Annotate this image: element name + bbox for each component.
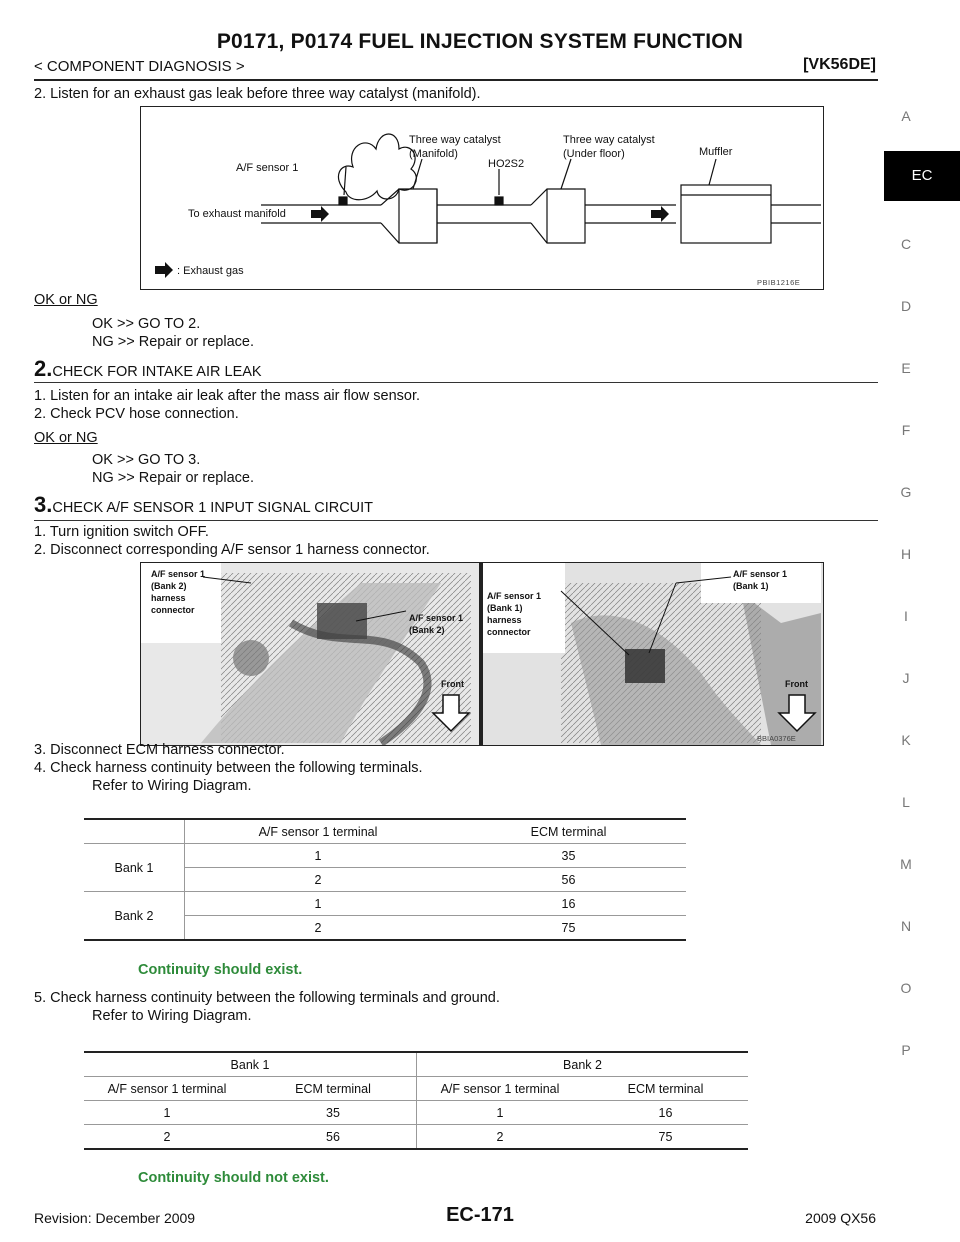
- step-3-line-3: 3. Disconnect ECM harness connector.: [34, 742, 285, 758]
- af-cell: 1: [185, 892, 452, 916]
- header-rule: [34, 79, 878, 81]
- step-2-title: CHECK FOR INTAKE AIR LEAK: [52, 364, 262, 380]
- label-left-1: A/F sensor 1: [151, 569, 206, 579]
- step-3-line-4: 4. Check harness continuity between the following terminals.: [34, 760, 423, 776]
- label-twc-manifold-2: (Manifold): [409, 148, 458, 160]
- table-row: [84, 1125, 748, 1150]
- step-2-ng: NG >> Repair or replace.: [92, 470, 254, 486]
- ecm-cell: 35: [451, 844, 686, 868]
- table-cell: 35: [250, 1101, 417, 1125]
- label-twc-under-2: (Under floor): [563, 148, 625, 160]
- af-cell: 2: [185, 916, 452, 941]
- ok-result: OK >> GO TO 2.: [92, 316, 201, 332]
- label-r-3: harness: [487, 615, 522, 625]
- index-letter-p[interactable]: P: [901, 1042, 911, 1058]
- step-3-number: 3.: [34, 492, 53, 517]
- ecm-cell: 75: [451, 916, 686, 941]
- index-letter-n[interactable]: N: [900, 918, 912, 934]
- figure-code: PBIB1216E: [757, 278, 801, 287]
- table-cell: 2: [417, 1125, 584, 1150]
- label-twc-under: Three way catalyst: [563, 134, 655, 146]
- header-af-bank-2: A/F sensor 1 terminal: [417, 1077, 584, 1101]
- continuity-should-exist: Continuity should exist.: [138, 962, 303, 978]
- instruction-line: 2. Listen for an exhaust gas leak before three way catalyst (manifold).: [34, 86, 481, 102]
- step-3-line-4b: Refer to Wiring Diagram.: [92, 778, 252, 794]
- exhaust-arrow-2: [651, 206, 669, 222]
- table-cell: 2: [84, 1125, 250, 1150]
- step-3-line-5b: Refer to Wiring Diagram.: [92, 1008, 252, 1024]
- step-2-rule: [34, 382, 878, 383]
- table-header-af: A/F sensor 1 terminal: [185, 819, 452, 844]
- ground-continuity-table: [84, 1051, 748, 1150]
- header-ecm-bank-2: ECM terminal: [583, 1077, 748, 1101]
- index-letter-a[interactable]: A: [901, 108, 911, 124]
- index-tab-ec[interactable]: EC: [884, 151, 960, 201]
- model-year: 2009 QX56: [805, 1210, 876, 1226]
- label-af-sensor: A/F sensor 1: [236, 162, 299, 174]
- label-twc-manifold: Three way catalyst: [409, 134, 501, 146]
- ng-result: NG >> Repair or replace.: [92, 334, 254, 350]
- table-header-ecm: ECM terminal: [530, 824, 607, 839]
- continuity-should-not-exist: Continuity should not exist.: [138, 1170, 329, 1186]
- exhaust-diagram: [140, 106, 824, 290]
- step-2-number: 2.: [34, 356, 53, 381]
- table-row: [84, 1101, 748, 1125]
- step-3-title: CHECK A/F SENSOR 1 INPUT SIGNAL CIRCUIT: [52, 500, 374, 516]
- bank-cell: Bank 1: [84, 844, 185, 892]
- step-2-heading: [34, 356, 262, 382]
- index-letter-i[interactable]: I: [904, 608, 908, 624]
- label-to-manifold: To exhaust manifold: [188, 208, 286, 220]
- label-ho2s2: HO2S2: [488, 158, 525, 170]
- label-front-left: Front: [441, 679, 464, 689]
- label-mid-2: (Bank 2): [409, 625, 445, 635]
- figure-code: BBIA0376E: [757, 734, 796, 743]
- revision-date: Revision: December 2009: [34, 1210, 196, 1226]
- label-r-2: (Bank 1): [487, 603, 523, 613]
- page-number: EC-171: [446, 1204, 514, 1226]
- step-2-line-2: 2. Check PCV hose connection.: [34, 406, 239, 422]
- step-3-line-2: 2. Disconnect corresponding A/F sensor 1 harness connector.: [34, 542, 430, 558]
- continuity-table: [84, 818, 686, 941]
- index-letter-g[interactable]: G: [900, 484, 912, 500]
- table-row: [84, 844, 686, 868]
- label-front-right: Front: [785, 679, 808, 689]
- table-cell: 1: [84, 1101, 250, 1125]
- page-title: P0171, P0174 FUEL INJECTION SYSTEM FUNCTION: [216, 30, 744, 53]
- label-mid-1: A/F sensor 1: [409, 613, 464, 623]
- step-2-ok: OK >> GO TO 3.: [92, 452, 201, 468]
- index-letter-h[interactable]: H: [900, 546, 912, 562]
- index-letter-l[interactable]: L: [902, 794, 910, 810]
- af-cell: 2: [185, 868, 452, 892]
- table-row: [84, 892, 686, 916]
- label-muffler: Muffler: [699, 146, 733, 158]
- index-letter-c[interactable]: C: [900, 236, 912, 252]
- group-header-bank-1: Bank 1: [84, 1052, 417, 1077]
- label-rr-2: (Bank 1): [733, 581, 769, 591]
- step-3-line-1: 1. Turn ignition switch OFF.: [34, 524, 209, 540]
- af-cell: 1: [185, 844, 452, 868]
- table-cell: 16: [583, 1101, 748, 1125]
- table-cell: 56: [250, 1125, 417, 1150]
- table-cell: 75: [583, 1125, 748, 1150]
- label-r-1: A/F sensor 1: [487, 591, 542, 601]
- index-letter-o[interactable]: O: [900, 980, 912, 996]
- engine-code: [VK56DE]: [803, 56, 876, 73]
- index-letter-k[interactable]: K: [901, 732, 911, 748]
- group-header-bank-2: Bank 2: [563, 1057, 602, 1072]
- step-2-ok-ng-label: OK or NG: [34, 430, 98, 446]
- step-3-rule: [34, 520, 878, 521]
- index-letter-m[interactable]: M: [900, 856, 912, 872]
- label-rr-1: A/F sensor 1: [733, 569, 788, 579]
- exhaust-diagram-svg: [141, 107, 823, 289]
- table-header-blank: [84, 819, 185, 844]
- index-letter-e[interactable]: E: [901, 360, 911, 376]
- step-3-line-5: 5. Check harness continuity between the following terminals and ground.: [34, 990, 500, 1006]
- table-cell: 1: [417, 1101, 584, 1125]
- bank-cell: Bank 2: [84, 892, 185, 941]
- label-r-4: connector: [487, 627, 531, 637]
- label-left-3: harness: [151, 593, 186, 603]
- label-left-4: connector: [151, 605, 195, 615]
- index-letter-f[interactable]: F: [901, 422, 911, 438]
- label-left-2: (Bank 2): [151, 581, 187, 591]
- ecm-cell: 16: [451, 892, 686, 916]
- legend-arrow: [155, 262, 173, 278]
- ecm-cell: 56: [451, 868, 686, 892]
- header-af-bank-1: A/F sensor 1 terminal: [84, 1077, 250, 1101]
- label-legend: : Exhaust gas: [177, 265, 244, 277]
- connector-photo-svg: [141, 563, 823, 745]
- header-ecm-bank-1: ECM terminal: [250, 1077, 417, 1101]
- exhaust-arrow-1: [311, 206, 329, 222]
- index-letter-d[interactable]: D: [900, 298, 912, 314]
- index-letter-j[interactable]: J: [902, 670, 910, 686]
- connector-photo-figure: [140, 562, 824, 746]
- ok-ng-label: OK or NG: [34, 292, 98, 308]
- smoke-cloud: [338, 134, 416, 200]
- step-3-heading: [34, 492, 373, 518]
- step-2-line-1: 1. Listen for an intake air leak after the mass air flow sensor.: [34, 388, 421, 404]
- breadcrumb: < COMPONENT DIAGNOSIS >: [34, 58, 245, 75]
